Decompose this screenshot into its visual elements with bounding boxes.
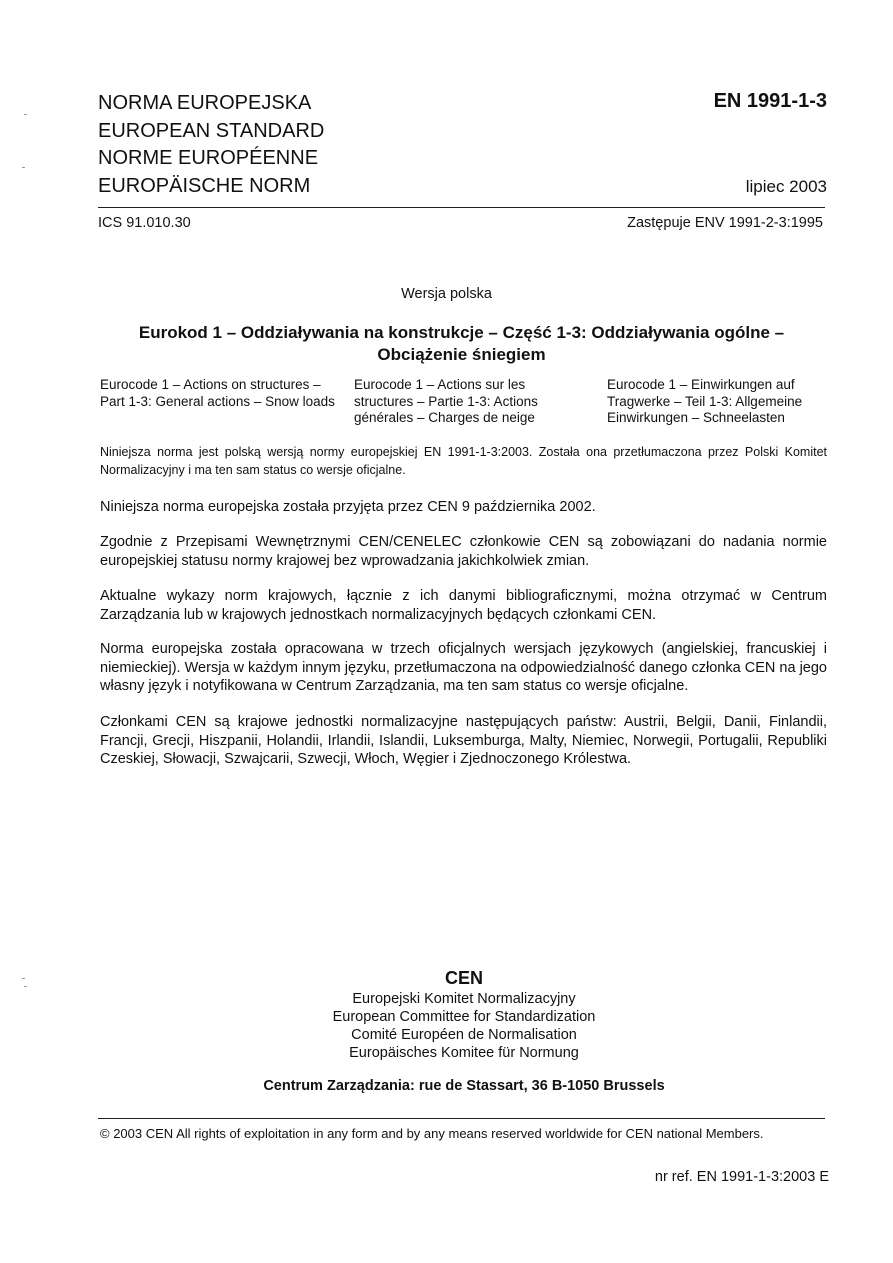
cen-name-french: Comité Européen de Normalisation xyxy=(351,1027,577,1043)
main-title-line-1: Eurokod 1 – Oddziaływania na konstrukcje – Część 1-3: Oddziaływania ogólne – xyxy=(138,323,785,342)
paragraph-adoption-date: Niniejsza norma europejska została przyjęta przez CEN 9 października 2002. xyxy=(100,499,596,515)
reference-number: nr ref. EN 1991-1-3:2003 E xyxy=(654,1169,829,1185)
scan-speck xyxy=(22,167,25,168)
document-number: EN 1991-1-3 xyxy=(713,90,827,112)
title-polish: NORMA EUROPEJSKA xyxy=(98,92,312,114)
main-title-line-2: Obciążenie śniegiem xyxy=(377,345,546,364)
title-english: EUROPEAN STANDARD xyxy=(98,119,325,142)
paragraph-official-versions: Norma europejska została opracowana w trzech oficjalnych wersjach językowych (angielskiej, francuskiej i niemieckiej). Wersja w każdym innym języku, przetłumaczona na odpowiedzialność danego członka CEN na jego własny język i notyfikowana w Centrum Zarządzania, ma ten sam status co wersje oficjalne. xyxy=(100,641,827,694)
cen-name-english: European Committee for Standardization xyxy=(332,1009,596,1025)
supersedes-note: Zastępuje ENV 1991-2-3:1995 xyxy=(627,215,823,231)
standard-titles xyxy=(98,90,324,200)
scan-speck xyxy=(22,978,25,979)
translation-german: Eurocode 1 – Einwirkungen auf Tragwerke – Teil 1-3: Allgemeine Einwirkungen – Schneelasten xyxy=(607,377,803,425)
cen-block xyxy=(0,966,893,1062)
paragraph-cen-members: Członkami CEN są krajowe jednostki normalizacyjne następujących państw: Austrii, Belgii, Danii, Finlandii, Francji, Grecji, Hiszpanii, Holandii, Irlandii, Islandii, Luksemburga, Malty, Niemiec, Norwegii, Portugalii, Republiki Czeskiej, Słowacji, Szwajcarii, Szwecji, Włoch, Węgier i Zjednoczonego Królestwa. xyxy=(100,714,827,767)
cen-name-german: Europäisches Komitee für Normung xyxy=(349,1045,579,1061)
ics-code: ICS 91.010.30 xyxy=(98,215,191,231)
footer-divider xyxy=(98,1118,825,1119)
cen-title: CEN xyxy=(444,968,483,988)
header-divider xyxy=(98,207,825,208)
main-title xyxy=(98,322,825,366)
title-german: EUROPÄISCHE NORM xyxy=(98,174,311,197)
paragraph-internal-regulations: Zgodnie z Przepisami Wewnętrznymi CEN/CENELEC członkowie CEN są zobowiązani do nadania normie europejskiej statusu normy krajowej bez wprowadzania jakichkolwiek zmian. xyxy=(100,534,827,569)
title-french: NORME EUROPÉENNE xyxy=(98,147,319,169)
cen-name-polish: Europejski Komitet Normalizacyjny xyxy=(352,991,576,1007)
paragraph-national-lists: Aktualne wykazy norm krajowych, łącznie z ich danymi bibliograficznymi, można otrzymać w Centrum Zarządzania lub w krajowych jednostkach normalizacyjnych będących członkami CEN. xyxy=(100,588,827,623)
translation-english: Eurocode 1 – Actions on structures – Part 1-3: General actions – Snow loads xyxy=(100,377,335,409)
version-label: Wersja polska xyxy=(401,286,492,302)
cen-address: Centrum Zarządzania: rue de Stassart, 36 B-1050 Brussels xyxy=(263,1078,665,1094)
translation-french: Eurocode 1 – Actions sur les structures – Partie 1-3: Actions générales – Charges de neige xyxy=(354,377,538,425)
document-date: lipiec 2003 xyxy=(745,177,827,196)
paragraph-polish-version: Niniejsza norma jest polską wersją normy europejskiej EN 1991-1-3:2003. Została ona przetłumaczona przez Polski Komitet Normalizacyjny i ma ten sam status co wersje oficjalne. xyxy=(100,445,827,477)
scan-speck xyxy=(24,114,27,115)
copyright-notice: © 2003 CEN All rights of exploitation in any form and by any means reserved worldwide for CEN national Members. xyxy=(100,1126,764,1141)
scan-speck xyxy=(24,986,27,987)
